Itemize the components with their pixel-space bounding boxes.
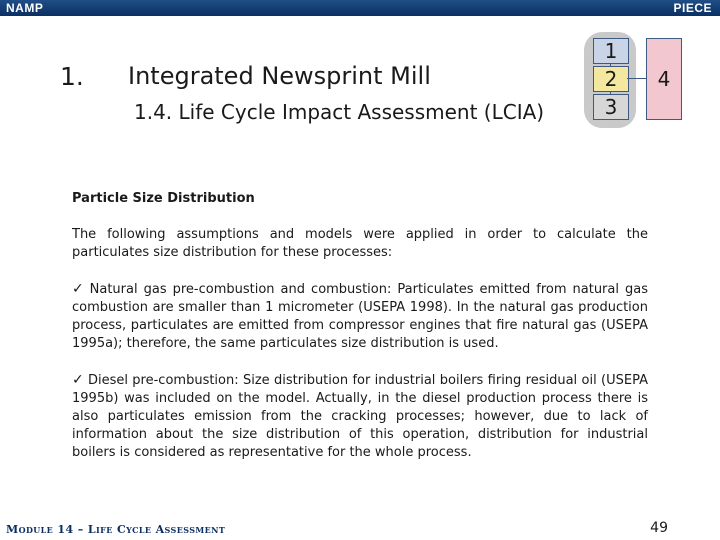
- bullet-text: Natural gas pre-combustion and combustion: Particulates emitted from natural gas combustion are smaller than 1 micrometer (USEPA 1998). In the natural gas production process, particulates are emitted from compressor engines that fire natural gas (USEPA 1995a); therefore, the same particulates size distribution is used.: [72, 282, 648, 351]
- badge-box-4: 4: [646, 38, 682, 120]
- header-right-label: PIECE: [673, 1, 712, 15]
- header-bar: [0, 0, 720, 16]
- badge-connector: [627, 78, 646, 79]
- checkmark-icon: ✓: [72, 372, 84, 388]
- badge-box-2: 2: [593, 66, 629, 92]
- checkmark-icon: ✓: [72, 281, 86, 297]
- page-number: 49: [650, 520, 668, 536]
- bullet-item: [72, 280, 648, 353]
- section-title: Integrated Newsprint Mill: [128, 62, 431, 90]
- bullet-item: [72, 371, 648, 462]
- badge-box-3: 3: [593, 94, 629, 120]
- section-number: 1.: [60, 62, 84, 91]
- badge-box-1: 1: [593, 38, 629, 64]
- footer-module-label: Module 14 – Life Cycle Assessment: [6, 523, 226, 536]
- module-badge: [584, 32, 684, 128]
- subsection-title: 1.4. Life Cycle Impact Assessment (LCIA): [134, 100, 545, 124]
- bullet-text: Diesel pre-combustion: Size distribution for industrial boilers firing residual oil (USEPA 1995b) was included on the model. Actually, in the diesel production process there is also particulates emission from the cracking processes; however, due to lack of information about the size distribution of this operation, distribution for industrial boilers is considered as representative for the whole process.: [72, 373, 648, 460]
- header-left-label: NAMP: [6, 1, 44, 15]
- content-heading: Particle Size Distribution: [72, 191, 255, 206]
- intro-paragraph: The following assumptions and models were applied in order to calculate the particulates size distribution for these processes:: [72, 227, 648, 260]
- body-content: [72, 190, 648, 480]
